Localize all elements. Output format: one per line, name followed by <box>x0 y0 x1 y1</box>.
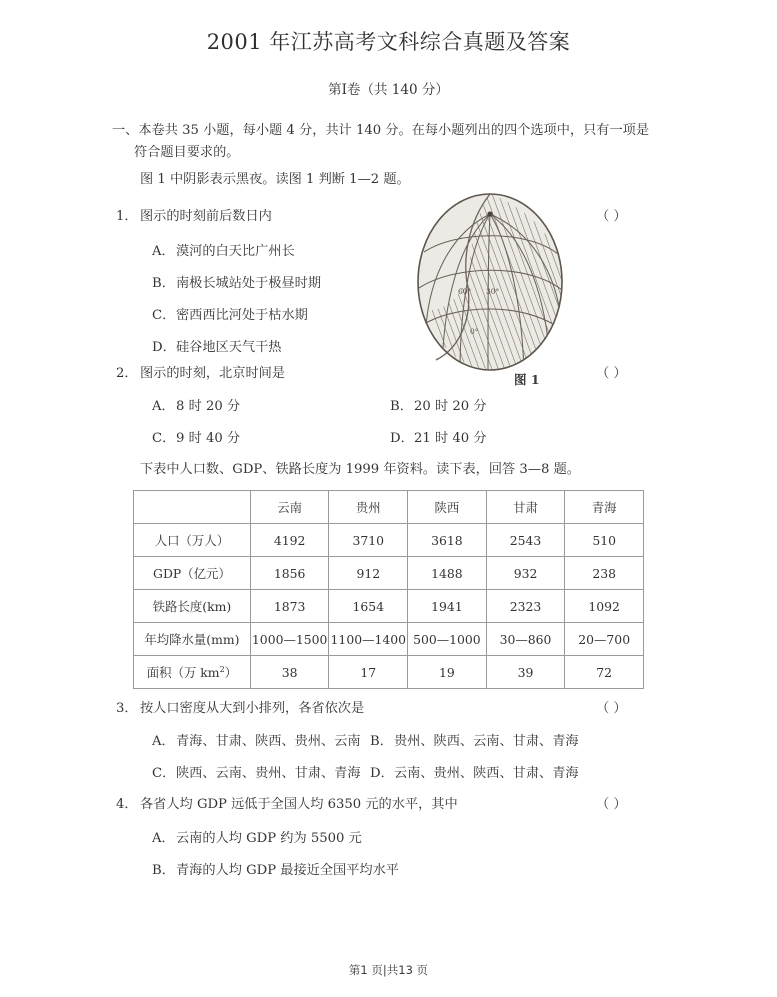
question-2-stem: 图示的时刻，北京时间是 <box>140 366 286 381</box>
question-1-number: 1． <box>116 209 138 224</box>
table-row <box>134 623 644 656</box>
question-3-option-a[interactable]: 青海、甘肃、陕西、贵州、云南 <box>176 734 361 749</box>
question-1-stem: 图示的时刻前后数日内 <box>140 209 272 224</box>
table-cell: 72 <box>565 656 644 689</box>
figure-1-caption: 图 1 <box>514 372 540 387</box>
table-cell: 17 <box>329 656 408 689</box>
province-statistics-table <box>133 490 644 689</box>
question-1-option-d-label: D． <box>152 340 176 355</box>
page-footer: 第1 页|共13 页 <box>348 963 429 977</box>
table-row-header-area-exponent: 2 <box>219 664 225 674</box>
table-cell: 1873 <box>250 590 329 623</box>
question-1-option-b-label: B． <box>152 276 175 291</box>
question-2-answer-blank[interactable]: （ ） <box>596 366 627 381</box>
table-cell: 19 <box>408 656 487 689</box>
table-intro-text: 下表中人口数、GDP、铁路长度为 1999 年资料。读下表，回答 3—8 题。 <box>140 462 580 477</box>
table-row-header-gdp: GDP（亿元） <box>134 557 251 590</box>
question-2-option-a[interactable]: 8 时 20 分 <box>176 399 241 414</box>
globe-latitude-label-30: 30° <box>486 287 500 296</box>
table-cell: 1488 <box>408 557 487 590</box>
globe-pole-point <box>487 211 492 216</box>
table-row <box>134 557 644 590</box>
question-3-option-d[interactable]: 云南、贵州、陕西、甘肃、青海 <box>394 766 579 781</box>
table-row-header-annual-precipitation: 年均降水量(mm) <box>134 623 251 656</box>
table-cell: 3618 <box>408 524 487 557</box>
earth-illumination-figure <box>398 182 578 382</box>
question-2-option-c[interactable]: 9 时 40 分 <box>176 431 241 446</box>
table-cell: 932 <box>486 557 565 590</box>
question-4-option-a[interactable]: 云南的人均 GDP 约为 5500 元 <box>176 831 362 846</box>
question-1-option-d[interactable]: 硅谷地区天气干热 <box>176 340 282 355</box>
table-cell: 1092 <box>565 590 644 623</box>
table-cell: 30—860 <box>486 623 565 656</box>
question-2-option-a-label: A． <box>152 399 175 414</box>
question-4-option-a-label: A． <box>152 831 175 846</box>
table-cell: 238 <box>565 557 644 590</box>
table-column-header-yunnan: 云南 <box>250 491 329 524</box>
table-cell: 1654 <box>329 590 408 623</box>
question-4-option-b-label: B． <box>152 863 175 878</box>
question-2-option-b-label: B． <box>390 399 413 414</box>
table-cell: 500—1000 <box>408 623 487 656</box>
globe-latitude-label-60: 60° <box>458 287 472 296</box>
question-3-stem: 按人口密度从大到小排列，各省依次是 <box>140 701 365 716</box>
question-4-answer-blank[interactable]: （ ） <box>596 797 627 812</box>
table-cell: 2323 <box>486 590 565 623</box>
table-row <box>134 656 644 689</box>
table-cell: 3710 <box>329 524 408 557</box>
table-cell: 20—700 <box>565 623 644 656</box>
table-column-header-gansu: 甘肃 <box>486 491 565 524</box>
question-3-number: 3． <box>116 701 138 716</box>
question-4-stem: 各省人均 GDP 远低于全国人均 6350 元的水平，其中 <box>140 797 458 812</box>
question-3-option-a-label: A． <box>152 734 175 749</box>
question-3-option-b[interactable]: 贵州、陕西、云南、甘肃、青海 <box>394 734 579 749</box>
table-row-header-area-tail: ） <box>224 665 238 680</box>
table-cell: 1000—1500 <box>250 623 329 656</box>
question-3-option-d-label: D． <box>370 766 394 781</box>
table-header-row <box>134 491 644 524</box>
table-row-header-area <box>134 656 251 689</box>
table-cell: 1941 <box>408 590 487 623</box>
table-cell: 510 <box>565 524 644 557</box>
question-4-option-b[interactable]: 青海的人均 GDP 最接近全国平均水平 <box>176 863 399 878</box>
question-1-option-a[interactable]: 漠河的白天比广州长 <box>176 244 295 259</box>
table-cell: 39 <box>486 656 565 689</box>
question-3-option-b-label: B． <box>370 734 393 749</box>
table-cell: 4192 <box>250 524 329 557</box>
table-cell: 2543 <box>486 524 565 557</box>
table-cell: 38 <box>250 656 329 689</box>
question-1-option-c[interactable]: 密西西比河处于枯水期 <box>176 308 308 323</box>
globe-latitude-label-0: 0° <box>470 327 479 336</box>
question-1-answer-blank[interactable]: （ ） <box>596 209 627 224</box>
exam-instructions <box>112 120 670 164</box>
table-cell: 912 <box>329 557 408 590</box>
table-column-header-qinghai: 青海 <box>565 491 644 524</box>
table-row-header-area-main: 面积（万 km <box>146 665 220 680</box>
question-1-option-a-label: A． <box>152 244 175 259</box>
paper-section-subtitle: 第Ⅰ卷（共 140 分） <box>328 82 449 98</box>
instructions-line-1: 本卷共 35 小题，每小题 4 分，共计 140 分。在每小题列出的四个选项中，只有一项是 <box>138 123 650 138</box>
question-3-option-c-label: C． <box>152 766 176 781</box>
table-column-header-guizhou: 贵州 <box>329 491 408 524</box>
table-corner-cell <box>134 491 251 524</box>
table-column-header-shaanxi: 陕西 <box>408 491 487 524</box>
question-3-option-c[interactable]: 陕西、云南、贵州、甘肃、青海 <box>176 766 361 781</box>
instructions-marker: 一、 <box>112 123 139 138</box>
table-row <box>134 590 644 623</box>
question-3-answer-blank[interactable]: （ ） <box>596 701 627 716</box>
table-row <box>134 524 644 557</box>
instructions-line-2: 符合题目要求的。 <box>134 145 240 160</box>
table-row-header-population: 人口（万人） <box>134 524 251 557</box>
question-2-option-d-label: D． <box>390 431 414 446</box>
table-cell: 1100—1400 <box>329 623 408 656</box>
question-1-option-c-label: C． <box>152 308 176 323</box>
globe-diagram-svg <box>398 182 578 382</box>
page-title: 2001 年江苏高考文科综合真题及答案 <box>206 30 571 54</box>
question-1-option-b[interactable]: 南极长城站处于极昼时期 <box>176 276 322 291</box>
table-cell: 1856 <box>250 557 329 590</box>
question-2-number: 2． <box>116 366 138 381</box>
question-4-number: 4． <box>116 797 138 812</box>
question-2-option-c-label: C． <box>152 431 176 446</box>
table-row-header-railway-length: 铁路长度(km) <box>134 590 251 623</box>
figure-lead-text: 图 1 中阴影表示黑夜。读图 1 判断 1—2 题。 <box>140 172 410 187</box>
question-2-option-b[interactable]: 20 时 20 分 <box>414 399 487 414</box>
question-2-option-d[interactable]: 21 时 40 分 <box>414 431 487 446</box>
